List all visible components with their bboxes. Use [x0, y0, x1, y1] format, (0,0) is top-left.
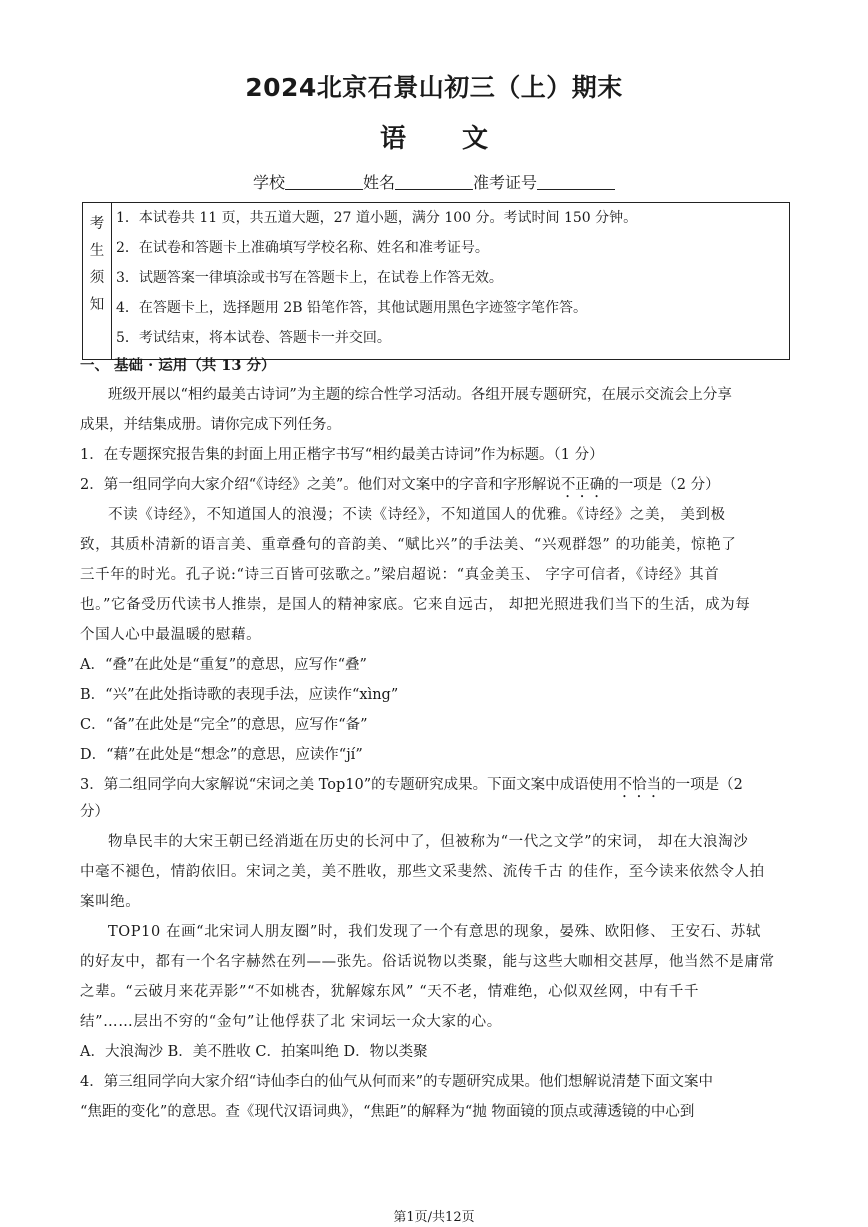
notice-label-char: 须 [89, 270, 105, 286]
question-4-stem: 4．第三组同学向大家介绍“诗仙李白的仙气从何而来”的专题研究成果。他们想解说清楚下面文案中 [80, 1074, 714, 1090]
intro-text: 班级开展以“相约最美古诗词”为主题的综合性学习活动。各组开展专题研究，在展示交流会上分享 [108, 387, 732, 403]
question-3-stem [80, 773, 743, 801]
page-number: 第1页/共12页 [393, 1210, 475, 1225]
notice-label-char: 生 [89, 243, 105, 259]
passage-line: 之辈。“云破月来花弄影”“不如桃杏，犹解嫁东风” “天不老，情难绝，心似双丝网，中有千千 [80, 984, 700, 1000]
question-2-stem [80, 473, 720, 501]
exam-no-label: 准考证号 [473, 173, 538, 192]
question-4-stem: “焦距的变化”的意思。查《现代汉语词典》，“焦距”的解释为“抛 物面镜的顶点或薄透镜的中心到 [80, 1104, 695, 1120]
options-line: A．大浪淘沙 B．美不胜收 C．拍案叫绝 D．物以类聚 [80, 1044, 428, 1060]
passage-line: 物阜民丰的大宋王朝已经消逝在历史的长河中了，但被称为“一代之文学”的宋词， 却在大浪淘沙 [108, 834, 749, 850]
question-1: 1．在专题探究报告集的封面上用正楷字书写“相约最美古诗词”作为标题。（1 分） [80, 447, 604, 463]
question-3-stem: 分） [80, 804, 109, 820]
option: C．“备”在此处是“完全”的意思，应写作“备” [80, 717, 368, 733]
passage-line: 个国人心中最温暖的慰藉。 [80, 627, 262, 643]
exam-notice-box [82, 202, 790, 360]
school-blank [285, 175, 363, 190]
stem-text: 的一项是（2 [661, 777, 743, 793]
name-label: 姓名 [362, 173, 395, 192]
school-label: 学校 [252, 173, 285, 192]
stem-text: 的一项是（2 分） [604, 477, 720, 493]
exam-no-blank [537, 175, 615, 190]
passage-line: 致，其质朴清新的语言美、重章叠句的音韵美、“赋比兴”的手法美、“兴观群怨” 的功能美，惊艳了 [80, 537, 737, 553]
section-heading: 一、 基础 · 运用（共 13 分） [80, 357, 276, 374]
subject-char: 文 [462, 124, 489, 154]
intro-text: 成果，并结集成册。请你完成下列任务。 [80, 417, 341, 433]
notice-item: 4．在答题卡上，选择题用 2B 铅笔作答，其他试题用黑色字迹签字笔作答。 [116, 300, 588, 316]
document-title: 2024北京石景山初三（上）期末 [245, 73, 623, 102]
candidate-fields [0, 170, 868, 193]
notice-label-char: 知 [89, 297, 105, 313]
name-blank [395, 175, 473, 190]
notice-label-char: 考 [89, 216, 105, 232]
stem-text: 2．第一组同学向大家介绍“《诗经》之美”。他们对文案中的字音和字形解说 [80, 477, 561, 493]
passage-line: 案叫绝。 [80, 894, 141, 910]
notice-label [83, 203, 112, 360]
option: A．“叠”在此处是“重复”的意思，应写作“叠” [80, 657, 367, 673]
passage-line: TOP10 在画“北宋词人朋友圈”时，我们发现了一个有意思的现象，晏殊、欧阳修、 王安石、苏轼 [108, 924, 762, 940]
passage-line: 结”……层出不穷的“金句”让他俘获了北 宋词坛一众大家的心。 [80, 1014, 502, 1030]
passage-line: 三千年的时光。孔子说:“诗三百皆可弦歌之。”梁启超说：“真金美玉、 字字可信者，《诗经》其首 [80, 567, 720, 583]
option: B．“兴”在此处指诗歌的表现手法，应读作“xìng” [80, 687, 399, 703]
emphasis-text: 不恰当 [617, 777, 662, 793]
option: D．“藉”在此处是“想念”的意思，应读作“jí” [80, 747, 363, 763]
notice-item: 1．本试卷共 11 页，共五道大题，27 道小题，满分 100 分。考试时间 150 分钟。 [116, 210, 638, 226]
passage-line: 也。”它备受历代读书人推崇，是国人的精神家底。它来自远古， 却把光照进我们当下的生活，成为每 [80, 597, 751, 613]
emphasis-text: 不正确 [560, 477, 605, 493]
notice-item: 5．考试结束，将本试卷、答题卡一并交回。 [116, 330, 391, 346]
notice-item: 2．在试卷和答题卡上准确填写学校名称、姓名和准考证号。 [116, 240, 489, 256]
passage-line: 中毫不褪色，情韵依旧。宋词之美，美不胜收，那些文采斐然、流传千古 的佳作，至今读来依然令人拍 [80, 864, 765, 880]
passage-line: 不读《诗经》，不知道国人的浪漫；不读《诗经》，不知道国人的优雅。《诗经》之美， 美到极 [108, 507, 726, 523]
subject-title [0, 118, 868, 155]
notice-item: 3．试题答案一律填涂或书写在答题卡上，在试卷上作答无效。 [116, 270, 503, 286]
subject-char: 语 [379, 124, 406, 154]
stem-text: 3．第二组同学向大家解说“宋词之美 Top10”的专题研究成果。下面文案中成语使用 [80, 777, 618, 793]
notice-items [112, 203, 790, 360]
passage-line: 的好友中，都有一个名字赫然在列——张先。俗话说物以类聚，能与这些大咖相交甚厚，他当然不是庸常 [80, 954, 775, 970]
